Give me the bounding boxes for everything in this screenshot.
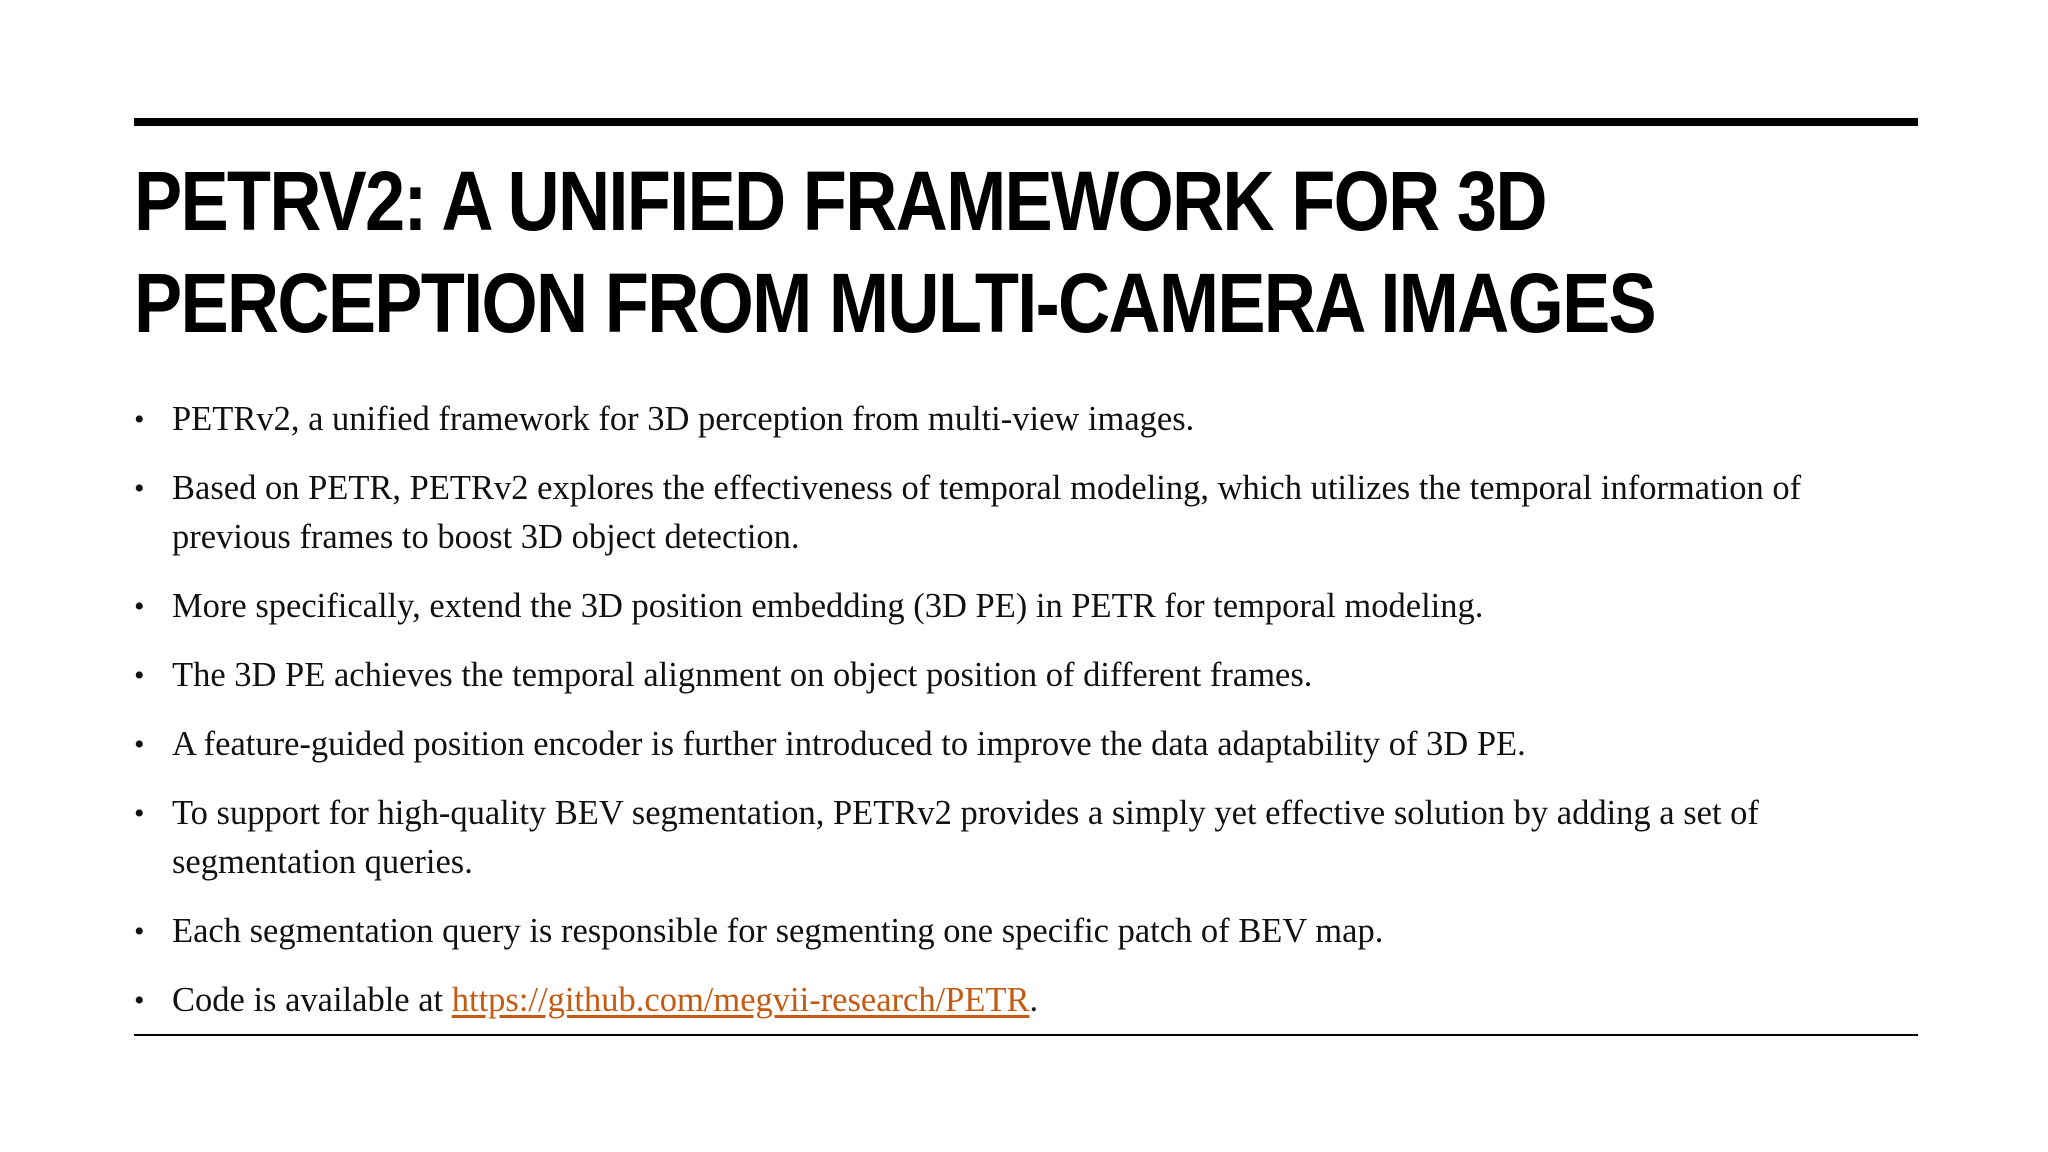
- bullet-icon: •: [134, 403, 145, 436]
- slide-title: [134, 150, 1668, 354]
- bullet-item-6: [134, 789, 1918, 887]
- bullet-item-code: [134, 976, 1918, 1025]
- bullet-item-2: [134, 464, 1918, 562]
- bullet-item-4: [134, 651, 1918, 700]
- bullet-icon: •: [134, 728, 145, 761]
- bullet-icon: •: [134, 797, 145, 830]
- bullet-item-7: [134, 907, 1918, 956]
- bullet-item-3: [134, 582, 1918, 631]
- bullet-list: [134, 395, 1918, 1045]
- bullet-text: PETRv2, a unified framework for 3D perception from multi-view images.: [172, 400, 1195, 438]
- bullet-icon: •: [134, 915, 145, 948]
- github-link[interactable]: https://github.com/megvii-research/PETR: [451, 981, 1030, 1019]
- bullet-text: More specifically, extend the 3D position embedding (3D PE) in PETR for temporal modeling.: [172, 587, 1484, 625]
- bullet-text: Based on PETR, PETRv2 explores the effectiveness of temporal modeling, which utilizes the temporal information of previous frames to boost 3D object detection.: [172, 469, 1802, 556]
- bullet-item-5: [134, 720, 1918, 769]
- code-prefix-text: Code is available at: [172, 981, 452, 1019]
- bullet-text: A feature-guided position encoder is further introduced to improve the data adaptability of 3D PE.: [172, 725, 1526, 763]
- bullet-icon: •: [134, 659, 145, 692]
- bullet-text: Each segmentation query is responsible for segmenting one specific patch of BEV map.: [172, 912, 1384, 950]
- bullet-text: To support for high-quality BEV segmentation, PETRv2 provides a simply yet effective solution by adding a set of segmentation queries.: [172, 794, 1759, 881]
- bullet-text: The 3D PE achieves the temporal alignment on object position of different frames.: [172, 656, 1313, 694]
- bullet-icon: •: [134, 984, 145, 1017]
- bullet-icon: •: [134, 590, 145, 623]
- code-suffix-text: .: [1029, 981, 1039, 1019]
- title-line-2: PERCEPTION FROM MULTI-CAMERA IMAGES: [134, 256, 1656, 350]
- bottom-rule: [134, 1034, 1918, 1036]
- bullet-item-1: [134, 395, 1918, 444]
- title-line-1: PETRV2: A UNIFIED FRAMEWORK FOR 3D: [134, 154, 1546, 248]
- title-top-rule: [134, 118, 1918, 126]
- bullet-icon: •: [134, 472, 145, 505]
